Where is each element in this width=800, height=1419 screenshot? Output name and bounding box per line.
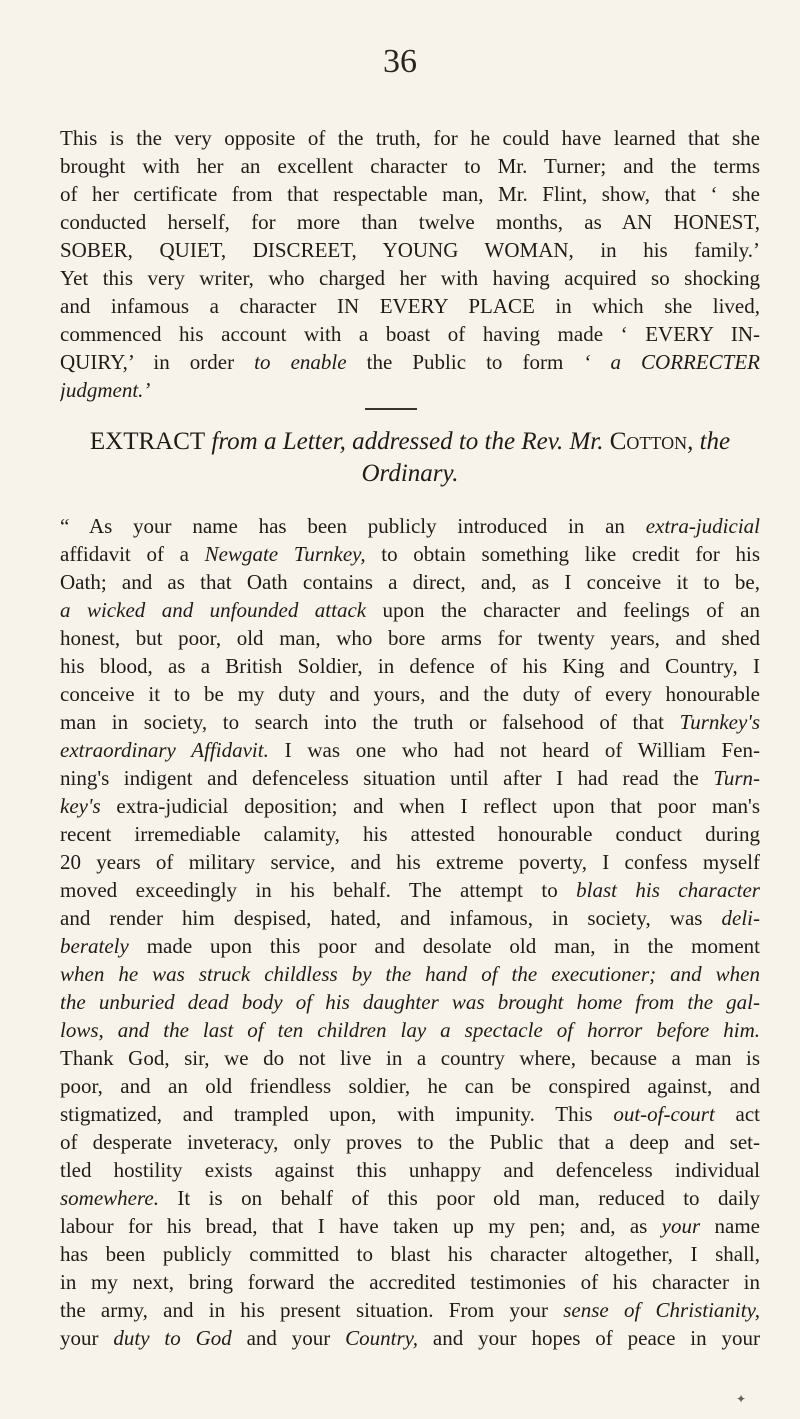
text-run: upon the character and feelings of an (366, 598, 760, 622)
text-line (60, 376, 760, 404)
heading-run-italic: , the (687, 428, 731, 455)
text-run-italic: extra-judicial (645, 514, 760, 538)
text-run: and your hopes of peace in your (418, 1326, 760, 1350)
text-line: Oath; and as that Oath contains a direct, and, as I conceive it to be, (60, 570, 760, 594)
text-run: man in society, to search into the truth or falsehood of that (60, 710, 680, 734)
text-line (60, 876, 760, 904)
text-run: affidavit of a (60, 542, 205, 566)
heading-run: Cotton (609, 428, 688, 455)
text-run-italic: berately (60, 934, 129, 958)
text-line (60, 960, 760, 988)
text-line (60, 512, 760, 540)
text-run-italic: Country, (345, 1326, 419, 1350)
text-run-italic: key's (60, 794, 101, 818)
text-line: This is the very opposite of the truth, for he could have learned that she (60, 126, 760, 150)
text-run-italic: to enable (254, 350, 347, 374)
printers-mark-icon: ✦ (736, 1392, 747, 1406)
text-run: moved exceedingly in his behalf. The attempt to (60, 878, 577, 902)
text-run: It is on behalf of this poor old man, reduced to daily (158, 1186, 760, 1210)
text-run: I was one who had not heard of William Fen- (268, 738, 760, 762)
text-run: and render him despised, hated, and infamous, in society, was (60, 906, 722, 930)
text-run: made upon this poor and desolate old man, in the moment (128, 934, 760, 958)
text-line: of her certificate from that respectable man, Mr. Flint, show, that ‘ she (60, 182, 760, 206)
text-run: stigmatized, and trampled upon, with impunity. This (60, 1102, 614, 1126)
text-line (60, 540, 760, 568)
text-line: poor, and an old friendless soldier, he can be conspired against, and (60, 1074, 760, 1098)
text-line (60, 1212, 760, 1240)
text-run-italic: blast his character (576, 878, 760, 902)
text-line (60, 904, 760, 932)
text-run: the Public to form (346, 350, 584, 374)
text-line: tled hostility exists against this unhappy and defenceless individual (60, 1158, 760, 1182)
text-line: of desperate inveteracy, only proves to the Public that a deep and set- (60, 1130, 760, 1154)
text-run-italic: extraordinary Affidavit. (60, 738, 269, 762)
text-run: extra-judicial deposition; and when I reflect upon that poor man's (100, 794, 760, 818)
text-line: in my next, bring forward the accredited testimonies of his character in (60, 1270, 760, 1294)
text-run: QUIRY,’ in order (60, 350, 255, 374)
heading-run-italic: Ordinary. (361, 460, 459, 487)
text-run-italic: ‘ a CORRECTER (583, 350, 760, 374)
text-run: the army, and in his present situation. From your (60, 1298, 564, 1322)
text-run-italic: Turnkey's (679, 710, 760, 734)
text-run-italic: out-of-court (613, 1102, 715, 1126)
text-line: commenced his account with a boast of having made ‘ EVERY IN- (60, 322, 760, 346)
text-line (60, 988, 760, 1016)
text-line (60, 1184, 760, 1212)
text-line (60, 1016, 760, 1044)
section-heading (60, 428, 760, 456)
text-line: brought with her an excellent character to Mr. Turner; and the terms (60, 154, 760, 178)
text-line: 20 years of military service, and his extreme poverty, I confess myself (60, 850, 760, 874)
text-run-italic: judgment.’ (60, 378, 151, 402)
text-line: Yet this very writer, who charged her with having acquired so shocking (60, 266, 760, 290)
heading-run-italic: from a Letter, addressed to the Rev. Mr. (205, 428, 610, 455)
section-heading-line2 (60, 460, 760, 488)
text-line (60, 708, 760, 736)
text-run-italic: duty to God (113, 1326, 232, 1350)
text-line: has been publicly committed to blast his character altogether, I shall, (60, 1242, 760, 1266)
text-line: honest, but poor, old man, who bore arms for twenty years, and shed (60, 626, 760, 650)
text-run-italic: deli- (721, 906, 760, 930)
text-run-italic: a wicked and unfounded attack (60, 598, 367, 622)
text-run: name (700, 1214, 760, 1238)
text-run-italic: lows, and the last of ten children lay a spectacle of horror before him. (60, 1018, 760, 1042)
text-line: recent irremediable calamity, his attested honourable conduct during (60, 822, 760, 846)
text-run: labour for his bread, that I have taken up my pen; and, as (60, 1214, 662, 1238)
text-run-italic: somewhere. (60, 1186, 159, 1210)
section-divider (365, 408, 417, 410)
text-run: your (60, 1326, 114, 1350)
text-run: ning's indigent and defenceless situation until after I had read the (60, 766, 714, 790)
text-run-italic: the unburied dead body of his daughter was brought home from the gal- (60, 990, 760, 1014)
text-line: and infamous a character IN EVERY PLACE in which she lived, (60, 294, 760, 318)
text-line (60, 1324, 760, 1352)
text-line: conceive it to be my duty and yours, and the duty of every honourable (60, 682, 760, 706)
text-line: his blood, as a British Soldier, in defence of his King and Country, I (60, 654, 760, 678)
text-line (60, 1100, 760, 1128)
text-line (60, 1296, 760, 1324)
text-run-italic: sense of Christianity, (563, 1298, 760, 1322)
text-run: “ As your name has been publicly introduced in an (60, 514, 646, 538)
text-line: Thank God, sir, we do not live in a country where, because a man is (60, 1046, 760, 1070)
text-run: and your (231, 1326, 346, 1350)
text-line (60, 792, 760, 820)
text-line (60, 932, 760, 960)
text-run: act (714, 1102, 760, 1126)
text-run-italic: Newgate Turnkey, (204, 542, 366, 566)
heading-run: EXTRACT (89, 428, 206, 455)
text-line (60, 348, 760, 376)
text-line (60, 736, 760, 764)
text-run: to obtain something like credit for his (365, 542, 760, 566)
text-run-italic: your (661, 1214, 701, 1238)
page-number: 36 (383, 43, 417, 80)
text-line: SOBER, QUIET, DISCREET, YOUNG WOMAN, in his family.’ (60, 238, 760, 262)
text-line (60, 596, 760, 624)
text-run-italic: Turn- (713, 766, 760, 790)
text-line: conducted herself, for more than twelve months, as AN HONEST, (60, 210, 760, 234)
text-line (60, 764, 760, 792)
text-run-italic: when he was struck childless by the hand of the executioner; and when (60, 962, 760, 986)
